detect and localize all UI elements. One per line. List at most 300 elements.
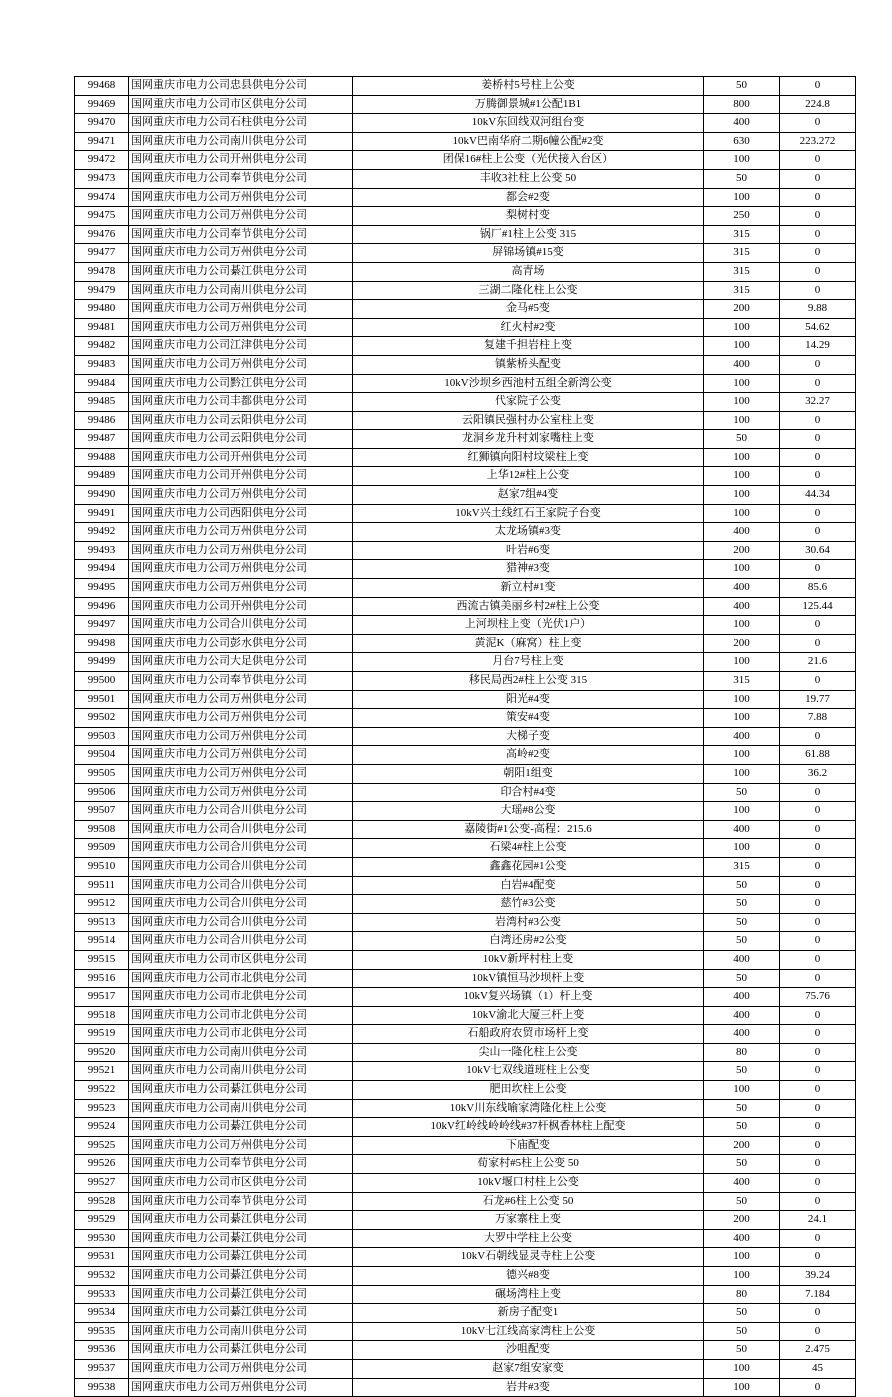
cell-name[interactable]: 红火村#2变 — [353, 318, 704, 337]
cell-org[interactable]: 国网重庆市电力公司合川供电分公司 — [129, 857, 353, 876]
cell-name[interactable]: 10kV堰口村柱上公变 — [353, 1174, 704, 1193]
cell-name[interactable]: 都会#2变 — [353, 188, 704, 207]
cell-capacity[interactable]: 315 — [704, 281, 780, 300]
cell-name[interactable]: 上华12#柱上公变 — [353, 467, 704, 486]
cell-capacity[interactable]: 50 — [704, 895, 780, 914]
cell-id[interactable]: 99488 — [75, 448, 129, 467]
cell-name[interactable]: 梨树村变 — [353, 207, 704, 226]
cell-id[interactable]: 99504 — [75, 746, 129, 765]
table-row[interactable] — [75, 820, 856, 839]
cell-org[interactable]: 国网重庆市电力公司綦江供电分公司 — [129, 1118, 353, 1137]
cell-org[interactable]: 国网重庆市电力公司万州供电分公司 — [129, 355, 353, 374]
table-row[interactable] — [75, 597, 856, 616]
cell-value[interactable]: 0 — [780, 1229, 856, 1248]
cell-name[interactable]: 10kV渝北大厦三杆上变 — [353, 1006, 704, 1025]
cell-org[interactable]: 国网重庆市电力公司合川供电分公司 — [129, 895, 353, 914]
cell-org[interactable]: 国网重庆市电力公司万州供电分公司 — [129, 560, 353, 579]
cell-value[interactable]: 0 — [780, 411, 856, 430]
table-row[interactable] — [75, 262, 856, 281]
table-row[interactable] — [75, 1211, 856, 1230]
cell-id[interactable]: 99537 — [75, 1359, 129, 1378]
table-row[interactable] — [75, 207, 856, 226]
table-row[interactable] — [75, 151, 856, 170]
cell-id[interactable]: 99520 — [75, 1043, 129, 1062]
cell-org[interactable]: 国网重庆市电力公司开州供电分公司 — [129, 467, 353, 486]
cell-id[interactable]: 99525 — [75, 1136, 129, 1155]
cell-name[interactable]: 10kV石朝线显灵寺柱上公变 — [353, 1248, 704, 1267]
table-row[interactable] — [75, 355, 856, 374]
table-row[interactable] — [75, 1359, 856, 1378]
cell-name[interactable]: 姜桥村5号柱上公变 — [353, 77, 704, 96]
cell-org[interactable]: 国网重庆市电力公司合川供电分公司 — [129, 839, 353, 858]
table-row[interactable] — [75, 114, 856, 133]
cell-id[interactable]: 99526 — [75, 1155, 129, 1174]
cell-name[interactable]: 10kV川东线喻家湾隆化柱上公变 — [353, 1099, 704, 1118]
cell-org[interactable]: 国网重庆市电力公司奉节供电分公司 — [129, 1155, 353, 1174]
cell-capacity[interactable]: 100 — [704, 1378, 780, 1397]
cell-value[interactable]: 0 — [780, 857, 856, 876]
table-row[interactable] — [75, 950, 856, 969]
cell-value[interactable]: 0 — [780, 1174, 856, 1193]
cell-capacity[interactable]: 80 — [704, 1285, 780, 1304]
table-row[interactable] — [75, 783, 856, 802]
cell-capacity[interactable]: 800 — [704, 95, 780, 114]
cell-capacity[interactable]: 400 — [704, 988, 780, 1007]
cell-id[interactable]: 99490 — [75, 486, 129, 505]
table-row[interactable] — [75, 1099, 856, 1118]
cell-id[interactable]: 99497 — [75, 616, 129, 635]
cell-value[interactable]: 7.88 — [780, 709, 856, 728]
cell-value[interactable]: 0 — [780, 151, 856, 170]
cell-org[interactable]: 国网重庆市电力公司万州供电分公司 — [129, 523, 353, 542]
cell-org[interactable]: 国网重庆市电力公司万州供电分公司 — [129, 764, 353, 783]
cell-capacity[interactable]: 100 — [704, 560, 780, 579]
cell-value[interactable]: 0 — [780, 839, 856, 858]
cell-name[interactable]: 下庙配变 — [353, 1136, 704, 1155]
cell-name[interactable]: 黄泥K（麻窝）柱上变 — [353, 634, 704, 653]
cell-id[interactable]: 99510 — [75, 857, 129, 876]
cell-name[interactable]: 印合村#4变 — [353, 783, 704, 802]
cell-value[interactable]: 0 — [780, 169, 856, 188]
cell-capacity[interactable]: 50 — [704, 77, 780, 96]
table-row[interactable] — [75, 1025, 856, 1044]
cell-id[interactable]: 99491 — [75, 504, 129, 523]
table-row[interactable] — [75, 932, 856, 951]
table-row[interactable] — [75, 969, 856, 988]
cell-org[interactable]: 国网重庆市电力公司綦江供电分公司 — [129, 1304, 353, 1323]
table-row[interactable] — [75, 1043, 856, 1062]
cell-capacity[interactable]: 80 — [704, 1043, 780, 1062]
cell-org[interactable]: 国网重庆市电力公司石柱供电分公司 — [129, 114, 353, 133]
cell-org[interactable]: 国网重庆市电力公司大足供电分公司 — [129, 653, 353, 672]
cell-name[interactable]: 复建千担岩柱上变 — [353, 337, 704, 356]
cell-org[interactable]: 国网重庆市电力公司万州供电分公司 — [129, 1378, 353, 1397]
cell-value[interactable]: 0 — [780, 727, 856, 746]
cell-capacity[interactable]: 100 — [704, 1359, 780, 1378]
cell-value[interactable]: 0 — [780, 672, 856, 691]
cell-value[interactable]: 0 — [780, 969, 856, 988]
cell-id[interactable]: 99506 — [75, 783, 129, 802]
cell-value[interactable]: 0 — [780, 523, 856, 542]
cell-id[interactable]: 99513 — [75, 913, 129, 932]
cell-capacity[interactable]: 50 — [704, 969, 780, 988]
cell-capacity[interactable]: 100 — [704, 411, 780, 430]
table-row[interactable] — [75, 764, 856, 783]
cell-org[interactable]: 国网重庆市电力公司綦江供电分公司 — [129, 1081, 353, 1100]
cell-capacity[interactable]: 50 — [704, 1341, 780, 1360]
cell-value[interactable]: 0 — [780, 932, 856, 951]
table-row[interactable] — [75, 132, 856, 151]
cell-org[interactable]: 国网重庆市电力公司万州供电分公司 — [129, 1136, 353, 1155]
cell-name[interactable]: 岩湾村#3公变 — [353, 913, 704, 932]
cell-id[interactable]: 99533 — [75, 1285, 129, 1304]
cell-name[interactable]: 石船政府农贸市场杆上变 — [353, 1025, 704, 1044]
cell-name[interactable]: 红狮镇向阳村坟梁柱上变 — [353, 448, 704, 467]
cell-org[interactable]: 国网重庆市电力公司万州供电分公司 — [129, 207, 353, 226]
cell-id[interactable]: 99486 — [75, 411, 129, 430]
table-row[interactable] — [75, 672, 856, 691]
cell-org[interactable]: 国网重庆市电力公司万州供电分公司 — [129, 486, 353, 505]
cell-id[interactable]: 99529 — [75, 1211, 129, 1230]
table-row[interactable] — [75, 188, 856, 207]
cell-id[interactable]: 99524 — [75, 1118, 129, 1137]
cell-org[interactable]: 国网重庆市电力公司市北供电分公司 — [129, 1006, 353, 1025]
cell-org[interactable]: 国网重庆市电力公司丰都供电分公司 — [129, 393, 353, 412]
cell-value[interactable]: 7.184 — [780, 1285, 856, 1304]
cell-name[interactable]: 白岩#4配变 — [353, 876, 704, 895]
cell-org[interactable]: 国网重庆市电力公司万州供电分公司 — [129, 709, 353, 728]
table-row[interactable] — [75, 1118, 856, 1137]
cell-id[interactable]: 99481 — [75, 318, 129, 337]
cell-name[interactable]: 金马#5变 — [353, 300, 704, 319]
cell-id[interactable]: 99528 — [75, 1192, 129, 1211]
cell-id[interactable]: 99495 — [75, 579, 129, 598]
table-row[interactable] — [75, 486, 856, 505]
table-row[interactable] — [75, 895, 856, 914]
table-row[interactable] — [75, 300, 856, 319]
cell-capacity[interactable]: 50 — [704, 1062, 780, 1081]
cell-org[interactable]: 国网重庆市电力公司奉节供电分公司 — [129, 225, 353, 244]
cell-capacity[interactable]: 315 — [704, 262, 780, 281]
cell-org[interactable]: 国网重庆市电力公司市北供电分公司 — [129, 969, 353, 988]
cell-id[interactable]: 99505 — [75, 764, 129, 783]
cell-id[interactable]: 99494 — [75, 560, 129, 579]
cell-name[interactable]: 龙洞乡龙升村刘家嘴柱上变 — [353, 430, 704, 449]
cell-name[interactable]: 大瑶#8公变 — [353, 802, 704, 821]
cell-org[interactable]: 国网重庆市电力公司合川供电分公司 — [129, 616, 353, 635]
cell-value[interactable]: 0 — [780, 820, 856, 839]
cell-id[interactable]: 99499 — [75, 653, 129, 672]
cell-org[interactable]: 国网重庆市电力公司万州供电分公司 — [129, 1359, 353, 1378]
cell-capacity[interactable]: 400 — [704, 1025, 780, 1044]
cell-org[interactable]: 国网重庆市电力公司万州供电分公司 — [129, 318, 353, 337]
cell-value[interactable]: 0 — [780, 802, 856, 821]
cell-capacity[interactable]: 200 — [704, 1136, 780, 1155]
table-row[interactable] — [75, 1248, 856, 1267]
cell-capacity[interactable]: 100 — [704, 448, 780, 467]
cell-id[interactable]: 99538 — [75, 1378, 129, 1397]
table-row[interactable] — [75, 1267, 856, 1286]
cell-capacity[interactable]: 100 — [704, 151, 780, 170]
cell-id[interactable]: 99522 — [75, 1081, 129, 1100]
cell-value[interactable]: 44.34 — [780, 486, 856, 505]
cell-capacity[interactable]: 400 — [704, 114, 780, 133]
cell-value[interactable]: 224.8 — [780, 95, 856, 114]
cell-value[interactable]: 0 — [780, 504, 856, 523]
cell-id[interactable]: 99493 — [75, 541, 129, 560]
cell-name[interactable]: 西流古镇美丽乡村2#柱上公变 — [353, 597, 704, 616]
cell-capacity[interactable]: 100 — [704, 709, 780, 728]
cell-id[interactable]: 99527 — [75, 1174, 129, 1193]
table-row[interactable] — [75, 579, 856, 598]
cell-value[interactable]: 0 — [780, 1043, 856, 1062]
cell-capacity[interactable]: 100 — [704, 318, 780, 337]
cell-id[interactable]: 99476 — [75, 225, 129, 244]
cell-id[interactable]: 99473 — [75, 169, 129, 188]
cell-name[interactable]: 丰收3社柱上公变 50 — [353, 169, 704, 188]
table-row[interactable] — [75, 1155, 856, 1174]
table-row[interactable] — [75, 653, 856, 672]
cell-org[interactable]: 国网重庆市电力公司奉节供电分公司 — [129, 1192, 353, 1211]
cell-org[interactable]: 国网重庆市电力公司万州供电分公司 — [129, 541, 353, 560]
cell-capacity[interactable]: 400 — [704, 950, 780, 969]
cell-id[interactable]: 99483 — [75, 355, 129, 374]
cell-org[interactable]: 国网重庆市电力公司江津供电分公司 — [129, 337, 353, 356]
cell-org[interactable]: 国网重庆市电力公司綦江供电分公司 — [129, 262, 353, 281]
cell-name[interactable]: 荀家村#5柱上公变 50 — [353, 1155, 704, 1174]
cell-id[interactable]: 99471 — [75, 132, 129, 151]
cell-id[interactable]: 99480 — [75, 300, 129, 319]
cell-value[interactable]: 9.88 — [780, 300, 856, 319]
cell-name[interactable]: 猎神#3变 — [353, 560, 704, 579]
cell-org[interactable]: 国网重庆市电力公司綦江供电分公司 — [129, 1229, 353, 1248]
cell-value[interactable]: 54.62 — [780, 318, 856, 337]
cell-capacity[interactable]: 315 — [704, 244, 780, 263]
table-row[interactable] — [75, 1192, 856, 1211]
table-row[interactable] — [75, 225, 856, 244]
cell-capacity[interactable]: 400 — [704, 355, 780, 374]
cell-value[interactable]: 2.475 — [780, 1341, 856, 1360]
cell-value[interactable]: 0 — [780, 207, 856, 226]
cell-org[interactable]: 国网重庆市电力公司南川供电分公司 — [129, 1099, 353, 1118]
table-row[interactable] — [75, 1378, 856, 1397]
cell-id[interactable]: 99536 — [75, 1341, 129, 1360]
cell-capacity[interactable]: 100 — [704, 764, 780, 783]
cell-capacity[interactable]: 50 — [704, 1099, 780, 1118]
cell-id[interactable]: 99521 — [75, 1062, 129, 1081]
cell-org[interactable]: 国网重庆市电力公司南川供电分公司 — [129, 1322, 353, 1341]
cell-value[interactable]: 0 — [780, 225, 856, 244]
cell-value[interactable]: 0 — [780, 783, 856, 802]
cell-value[interactable]: 21.6 — [780, 653, 856, 672]
cell-name[interactable]: 高岭#2变 — [353, 746, 704, 765]
cell-id[interactable]: 99531 — [75, 1248, 129, 1267]
cell-name[interactable]: 石梁4#柱上公变 — [353, 839, 704, 858]
cell-value[interactable]: 14.29 — [780, 337, 856, 356]
cell-id[interactable]: 99511 — [75, 876, 129, 895]
table-row[interactable] — [75, 1081, 856, 1100]
cell-id[interactable]: 99534 — [75, 1304, 129, 1323]
cell-name[interactable]: 10kV东回线双河组台变 — [353, 114, 704, 133]
cell-org[interactable]: 国网重庆市电力公司南川供电分公司 — [129, 1043, 353, 1062]
cell-value[interactable]: 30.64 — [780, 541, 856, 560]
cell-value[interactable]: 0 — [780, 114, 856, 133]
cell-name[interactable]: 团保16#柱上公变（光伏接入台区） — [353, 151, 704, 170]
cell-capacity[interactable]: 100 — [704, 486, 780, 505]
cell-name[interactable]: 德兴#8变 — [353, 1267, 704, 1286]
cell-name[interactable]: 肥田坎柱上公变 — [353, 1081, 704, 1100]
cell-org[interactable]: 国网重庆市电力公司开州供电分公司 — [129, 151, 353, 170]
cell-value[interactable]: 0 — [780, 355, 856, 374]
table-row[interactable] — [75, 504, 856, 523]
cell-value[interactable]: 0 — [780, 950, 856, 969]
cell-value[interactable]: 45 — [780, 1359, 856, 1378]
cell-name[interactable]: 移民局西2#柱上公变 315 — [353, 672, 704, 691]
cell-name[interactable]: 沙咀配变 — [353, 1341, 704, 1360]
cell-value[interactable]: 0 — [780, 1006, 856, 1025]
table-row[interactable] — [75, 839, 856, 858]
cell-name[interactable]: 锅厂#1柱上公变 315 — [353, 225, 704, 244]
cell-id[interactable]: 99498 — [75, 634, 129, 653]
cell-value[interactable]: 0 — [780, 895, 856, 914]
cell-name[interactable]: 10kV新坪村柱上变 — [353, 950, 704, 969]
cell-capacity[interactable]: 315 — [704, 857, 780, 876]
cell-id[interactable]: 99502 — [75, 709, 129, 728]
cell-capacity[interactable]: 200 — [704, 634, 780, 653]
cell-id[interactable]: 99532 — [75, 1267, 129, 1286]
cell-value[interactable]: 0 — [780, 1304, 856, 1323]
cell-org[interactable]: 国网重庆市电力公司万州供电分公司 — [129, 188, 353, 207]
cell-name[interactable]: 石龙#6柱上公变 50 — [353, 1192, 704, 1211]
cell-org[interactable]: 国网重庆市电力公司合川供电分公司 — [129, 932, 353, 951]
cell-capacity[interactable]: 100 — [704, 1267, 780, 1286]
cell-org[interactable]: 国网重庆市电力公司西阳供电分公司 — [129, 504, 353, 523]
table-row[interactable] — [75, 560, 856, 579]
cell-name[interactable]: 三湖二隆化柱上公变 — [353, 281, 704, 300]
cell-id[interactable]: 99484 — [75, 374, 129, 393]
table-row[interactable] — [75, 1304, 856, 1323]
cell-name[interactable]: 赵家7组#4变 — [353, 486, 704, 505]
cell-capacity[interactable]: 50 — [704, 430, 780, 449]
cell-name[interactable]: 策安#4变 — [353, 709, 704, 728]
cell-name[interactable]: 10kV巴南华府二期6幢公配#2变 — [353, 132, 704, 151]
table-row[interactable] — [75, 634, 856, 653]
cell-name[interactable]: 尖山一隆化柱上公变 — [353, 1043, 704, 1062]
cell-org[interactable]: 国网重庆市电力公司市北供电分公司 — [129, 1025, 353, 1044]
cell-id[interactable]: 99503 — [75, 727, 129, 746]
cell-name[interactable]: 碾场湾柱上变 — [353, 1285, 704, 1304]
cell-value[interactable]: 0 — [780, 430, 856, 449]
cell-value[interactable]: 0 — [780, 616, 856, 635]
cell-capacity[interactable]: 100 — [704, 1248, 780, 1267]
cell-name[interactable]: 月台7号柱上变 — [353, 653, 704, 672]
cell-org[interactable]: 国网重庆市电力公司奉节供电分公司 — [129, 169, 353, 188]
cell-value[interactable]: 85.6 — [780, 579, 856, 598]
cell-id[interactable]: 99477 — [75, 244, 129, 263]
cell-org[interactable]: 国网重庆市电力公司合川供电分公司 — [129, 820, 353, 839]
table-row[interactable] — [75, 802, 856, 821]
cell-org[interactable]: 国网重庆市电力公司忠县供电分公司 — [129, 77, 353, 96]
cell-org[interactable]: 国网重庆市电力公司万州供电分公司 — [129, 300, 353, 319]
cell-org[interactable]: 国网重庆市电力公司奉节供电分公司 — [129, 672, 353, 691]
cell-capacity[interactable]: 50 — [704, 169, 780, 188]
cell-value[interactable]: 19.77 — [780, 690, 856, 709]
cell-capacity[interactable]: 100 — [704, 504, 780, 523]
cell-org[interactable]: 国网重庆市电力公司万州供电分公司 — [129, 690, 353, 709]
cell-id[interactable]: 99496 — [75, 597, 129, 616]
table-row[interactable] — [75, 281, 856, 300]
cell-capacity[interactable]: 100 — [704, 337, 780, 356]
table-row[interactable] — [75, 709, 856, 728]
table-row[interactable] — [75, 541, 856, 560]
cell-id[interactable]: 99472 — [75, 151, 129, 170]
cell-capacity[interactable]: 400 — [704, 820, 780, 839]
cell-id[interactable]: 99509 — [75, 839, 129, 858]
cell-id[interactable]: 99479 — [75, 281, 129, 300]
cell-name[interactable]: 万家寨柱上变 — [353, 1211, 704, 1230]
cell-value[interactable]: 0 — [780, 374, 856, 393]
cell-org[interactable]: 国网重庆市电力公司南川供电分公司 — [129, 1062, 353, 1081]
cell-capacity[interactable]: 100 — [704, 616, 780, 635]
cell-value[interactable]: 0 — [780, 1155, 856, 1174]
cell-capacity[interactable]: 250 — [704, 207, 780, 226]
cell-value[interactable]: 0 — [780, 1322, 856, 1341]
cell-org[interactable]: 国网重庆市电力公司万州供电分公司 — [129, 746, 353, 765]
cell-id[interactable]: 99470 — [75, 114, 129, 133]
cell-name[interactable]: 嘉陵街#1公变-高程：215.6 — [353, 820, 704, 839]
table-row[interactable] — [75, 337, 856, 356]
cell-id[interactable]: 99501 — [75, 690, 129, 709]
cell-id[interactable]: 99517 — [75, 988, 129, 1007]
cell-capacity[interactable]: 400 — [704, 1174, 780, 1193]
cell-id[interactable]: 99535 — [75, 1322, 129, 1341]
cell-value[interactable]: 75.76 — [780, 988, 856, 1007]
table-row[interactable] — [75, 318, 856, 337]
cell-capacity[interactable]: 100 — [704, 393, 780, 412]
cell-value[interactable]: 0 — [780, 467, 856, 486]
cell-name[interactable]: 镇紫桥头配变 — [353, 355, 704, 374]
table-row[interactable] — [75, 374, 856, 393]
table-row[interactable] — [75, 746, 856, 765]
cell-org[interactable]: 国网重庆市电力公司市北供电分公司 — [129, 988, 353, 1007]
cell-id[interactable]: 99516 — [75, 969, 129, 988]
cell-org[interactable]: 国网重庆市电力公司合川供电分公司 — [129, 876, 353, 895]
table-row[interactable] — [75, 616, 856, 635]
cell-id[interactable]: 99530 — [75, 1229, 129, 1248]
cell-id[interactable]: 99487 — [75, 430, 129, 449]
cell-org[interactable]: 国网重庆市电力公司綦江供电分公司 — [129, 1285, 353, 1304]
cell-value[interactable]: 0 — [780, 244, 856, 263]
cell-name[interactable]: 大梯子变 — [353, 727, 704, 746]
table-row[interactable] — [75, 411, 856, 430]
cell-value[interactable]: 223.272 — [780, 132, 856, 151]
cell-value[interactable]: 24.1 — [780, 1211, 856, 1230]
cell-value[interactable]: 0 — [780, 281, 856, 300]
cell-name[interactable]: 白湾还房#2公变 — [353, 932, 704, 951]
cell-id[interactable]: 99507 — [75, 802, 129, 821]
cell-value[interactable]: 0 — [780, 913, 856, 932]
cell-name[interactable]: 太龙场镇#3变 — [353, 523, 704, 542]
table-row[interactable] — [75, 1322, 856, 1341]
table-row[interactable] — [75, 1006, 856, 1025]
cell-value[interactable]: 0 — [780, 1248, 856, 1267]
cell-capacity[interactable]: 100 — [704, 746, 780, 765]
cell-org[interactable]: 国网重庆市电力公司南川供电分公司 — [129, 132, 353, 151]
cell-org[interactable]: 国网重庆市电力公司市区供电分公司 — [129, 1174, 353, 1193]
cell-org[interactable]: 国网重庆市电力公司云阳供电分公司 — [129, 430, 353, 449]
cell-capacity[interactable]: 50 — [704, 1322, 780, 1341]
cell-org[interactable]: 国网重庆市电力公司合川供电分公司 — [129, 802, 353, 821]
